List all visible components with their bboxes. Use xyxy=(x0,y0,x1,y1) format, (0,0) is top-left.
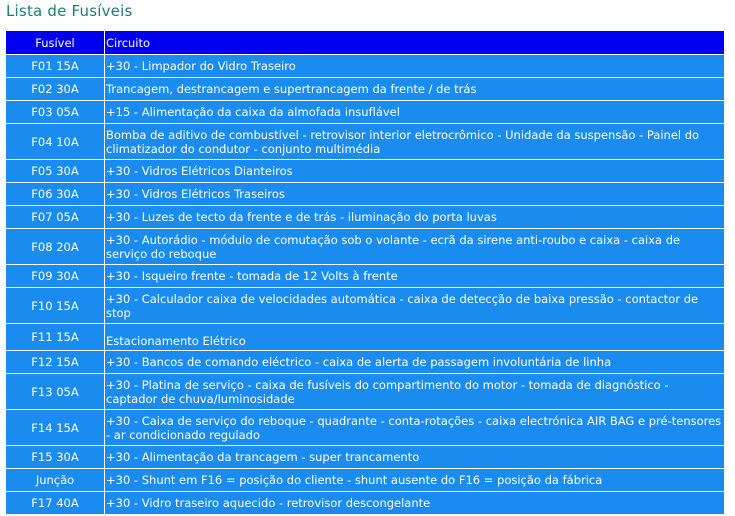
fuse-cell: F10 15A xyxy=(6,288,104,323)
fuse-cell: F09 30A xyxy=(6,265,104,287)
circuit-cell: +30 - Vidros Elétricos Traseiros xyxy=(105,183,724,205)
column-header-circuit: Circuito xyxy=(105,31,724,54)
table-row xyxy=(6,55,724,77)
fuse-cell: F02 30A xyxy=(6,78,104,100)
table-row xyxy=(6,206,724,228)
table-header-row xyxy=(6,31,724,54)
circuit-cell: Bomba de aditivo de combustível - retrovisor interior eletrocrômico - Unidade da suspensão - Painel do climatizador do condutor - conjunto multimédia xyxy=(105,124,724,159)
circuit-cell: +30 - Luzes de tecto da frente e de trás - iluminação do porta luvas xyxy=(105,206,724,228)
table-row xyxy=(6,446,724,468)
fuse-cell: F01 15A xyxy=(6,55,104,77)
table-row xyxy=(6,324,724,350)
circuit-cell: +30 - Autorádio - módulo de comutação sob o volante - ecrã da sirene anti-roubo e caixa - caixa de serviço do reboque xyxy=(105,229,724,264)
table-row xyxy=(6,160,724,182)
circuit-cell: +30 - Alimentação da trancagem - super trancamento xyxy=(105,446,724,468)
fuse-cell: F11 15A xyxy=(6,324,104,350)
fuse-cell: F05 30A xyxy=(6,160,104,182)
table-row xyxy=(6,183,724,205)
fuse-cell: Junção xyxy=(6,469,104,491)
table-row xyxy=(6,101,724,123)
fuse-cell: F07 05A xyxy=(6,206,104,228)
circuit-cell: +30 - Vidros Elétricos Dianteiros xyxy=(105,160,724,182)
table-row xyxy=(6,265,724,287)
circuit-cell: +30 - Platina de serviço - caixa de fusíveis do compartimento do motor - tomada de diagnóstico - captador de chuva/luminosidade xyxy=(105,374,724,409)
circuit-cell: Estacionamento Elétrico xyxy=(105,324,724,350)
circuit-cell: +30 - Bancos de comando eléctrico - caixa de alerta de passagem involuntária de linha xyxy=(105,351,724,373)
table-row xyxy=(6,469,724,491)
fuse-cell: F12 15A xyxy=(6,351,104,373)
fuse-cell: F15 30A xyxy=(6,446,104,468)
circuit-cell: +30 - Calculador caixa de velocidades automática - caixa de detecção de baixa pressão - contactor de stop xyxy=(105,288,724,323)
table-row xyxy=(6,374,724,409)
circuit-cell: +30 - Caixa de serviço do reboque - quadrante - conta-rotações - caixa electrónica AIR BAG e pré-tensores - ar condicionado regulado xyxy=(105,410,724,445)
circuit-cell: Trancagem, destrancagem e supertrancagem da frente / de trás xyxy=(105,78,724,100)
page-title: Lista de Fusíveis xyxy=(6,2,133,20)
table-row xyxy=(6,492,724,514)
fuse-cell: F03 05A xyxy=(6,101,104,123)
fuse-cell: F13 05A xyxy=(6,374,104,409)
column-header-fuse: Fusível xyxy=(6,31,104,54)
table-row xyxy=(6,351,724,373)
circuit-cell: +15 - Alimentação da caixa da almofada insuflável xyxy=(105,101,724,123)
table-row xyxy=(6,410,724,445)
table-row xyxy=(6,124,724,159)
circuit-cell: +30 - Vidro traseiro aquecido - retrovisor descongelante xyxy=(105,492,724,514)
fuse-cell: F14 15A xyxy=(6,410,104,445)
circuit-cell: +30 - Isqueiro frente - tomada de 12 Volts à frente xyxy=(105,265,724,287)
table-row xyxy=(6,78,724,100)
circuit-cell: +30 - Limpador do Vidro Traseiro xyxy=(105,55,724,77)
fuse-cell: F08 20A xyxy=(6,229,104,264)
circuit-cell: +30 - Shunt em F16 = posição do cliente - shunt ausente do F16 = posição da fábrica xyxy=(105,469,724,491)
fuse-cell: F17 40A xyxy=(6,492,104,514)
fuse-cell: F04 10A xyxy=(6,124,104,159)
fuse-table xyxy=(5,30,725,515)
table-row xyxy=(6,288,724,323)
fuse-cell: F06 30A xyxy=(6,183,104,205)
table-row xyxy=(6,229,724,264)
